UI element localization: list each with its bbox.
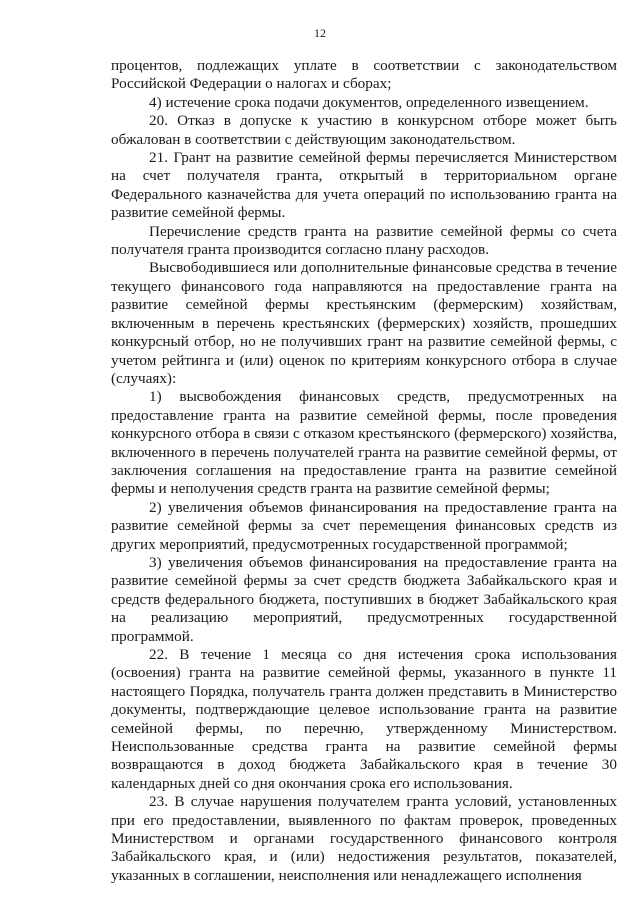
paragraph-case-3: 3) увеличения объемов финансирования на предоставление гранта на развитие семейной фермы за счет средств бюджета Забайкальского края и средств федерального бюджета, поступивших в бюджет Забайкальского края на реализацию мероприятий, предусмотренных государственной программой. xyxy=(111,553,617,645)
paragraph-22: 22. В течение 1 месяца со дня истечения срока использования (освоения) гранта на развитие семейной фермы, указанного в пункте 11 настоящего Порядка, получатель гранта должен представить в Министерство документы, подтверждающие целевое использование гранта на развитие семейной фермы, по перечню, утвержденному Министерством. Неиспользованные средства гранта на развитие семейной фермы возвращаются в доход бюджета Забайкальского края в течение 30 календарных дней со дня окончания срока его использования. xyxy=(111,646,617,792)
paragraph-transfer: Перечисление средств гранта на развитие семейной фермы со счета получателя гранта производится согласно плану расходов. xyxy=(111,222,617,259)
paragraph-23: 23. В случае нарушения получателем гранта условий, установленных при его предоставлении, выявленного по фактам проверок, проведенных Министерством и органами государственного финансового контроля Забайкальского края, и (или) недостижения результатов, показателей, указанных в соглашении, неисполнения или ненадлежащего исполнения xyxy=(111,793,617,884)
paragraph-case-2: 2) увеличения объемов финансирования на предоставление гранта на развитие семейной фермы за счет перемещения финансовых средств из других мероприятий, предусмотренных государственной программой; xyxy=(111,498,617,553)
document-body xyxy=(111,57,617,885)
paragraph-case-1: 1) высвобождения финансовых средств, предусмотренных на предоставление гранта на развитие семейной фермы, после проведения конкурсного отбора в связи с отказом крестьянского (фермерского) хозяйства, включенного в перечень получателей гранта на развитие семейной фермы, от заключения соглашения на предоставление гранта на развитие семейной фермы и неполучения средств гранта на развитие семейной фермы; xyxy=(111,388,617,498)
page-number: 12 xyxy=(314,26,326,40)
paragraph-21: 21. Грант на развитие семейной фермы перечисляется Министерством на счет получателя гранта, открытый в территориальном органе Федерального казначейства для учета операций по использованию гранта на развитие семейной фермы. xyxy=(111,149,617,222)
paragraph-item-4: 4) истечение срока подачи документов, определенного извещением. xyxy=(149,93,589,111)
paragraph-20: 20. Отказ в допуске к участию в конкурсном отборе может быть обжалован в соответствии с действующим законодательством. xyxy=(111,112,617,148)
paragraph-continuation: процентов, подлежащих уплате в соответствии с законодательством Российской Федерации о налогах и сборах; xyxy=(111,57,617,93)
paragraph-released-funds: Высвободившиеся или дополнительные финансовые средства в течение текущего финансового года направляются на предоставление гранта на развитие семейной фермы крестьянским (фермерским) хозяйствам, включенным в перечень крестьянских (фермерских) хозяйств, прошедших конкурсный отбор, но не получивших грант на развитие семейной фермы, с учетом рейтинга и (или) оценок по критериям конкурсного отбора в случае (случаях): xyxy=(111,259,617,387)
